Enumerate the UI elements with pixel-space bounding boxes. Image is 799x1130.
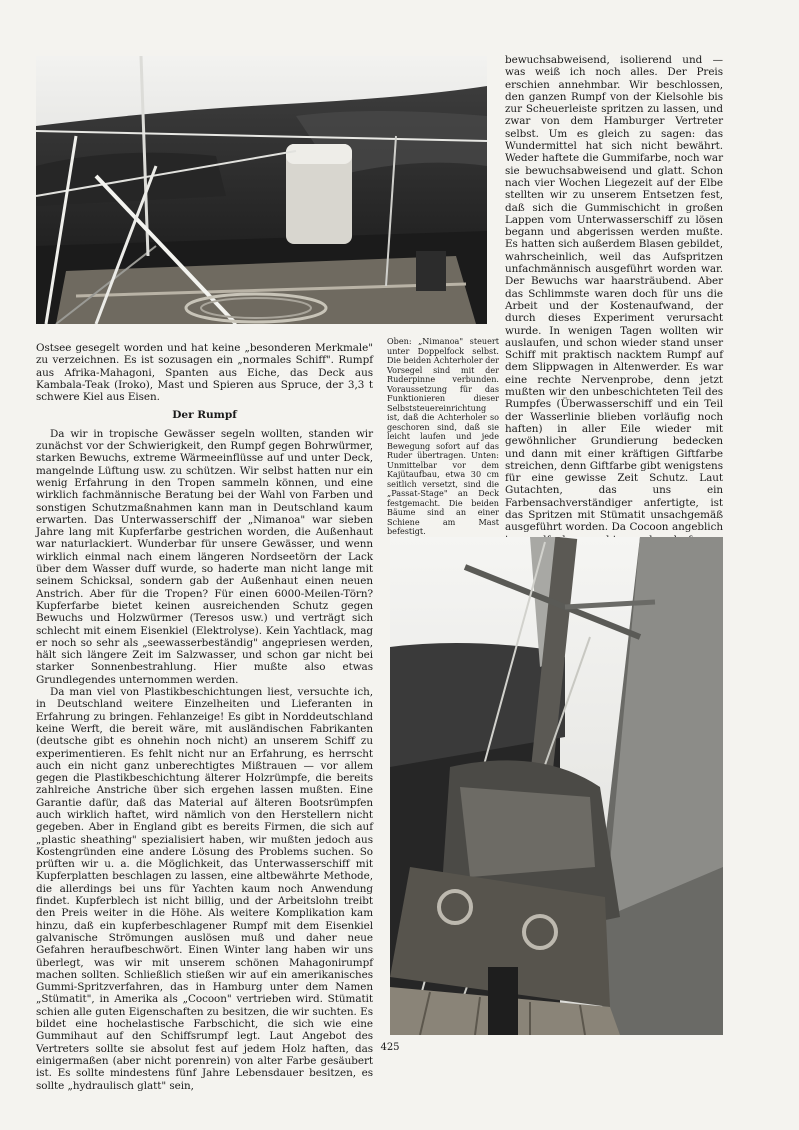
- section-heading: Der Rumpf: [172, 409, 237, 422]
- right-column-text: bewuchsabweisend, isolierend und — was weiß ich noch alles. Der Preis erschien annehmbar. Wir beschlossen, den ganzen Rumpf von der Kielsohle bis zur Scheuerleiste spritzen zu lassen, und zwar von dem Hamburger Vertreter selbst. Um es gleich zu sagen: das Wundermittel hat sich nicht bewährt. Weder haftete die Gummifarbe, noch war sie bewuchsabweisend und glatt. Schon nach vier Wochen Liegezeit auf der Elbe stellten wir zu unserem Entsetzen fest, daß sich die Gummischicht in großen Lappen vom Unterwasserschiff zu lösen begann und abgerissen werden mußte. Es hatten sich außerdem Blasen gebildet, wahrscheinlich, weil das Aufspritzen unfachmännisch ausgeführt worden war. Der Bewuchs war haarsträubend. Aber das Schlimmste waren doch für uns die Arbeit und der Kostenaufwand, der durch dieses Experiment verursacht wurde. In wenigen Tagen wollten wir auslaufen, und schon wieder stand unser Schiff mit praktisch nacktem Rumpf auf dem Slippwagen in Altenwerder. Es war eine rechte Nervenprobe, denn jetzt mußten wir den unbeschichteten Teil des Rumpfes (Überwasserschiff und ein Teil der Wasserlinie blieben vorläufig noch haften) in aller Eile wieder mit gewöhnlicher Grundierung bedecken und dann mit einer kräftigen Giftfarbe streichen, denn Giftfarbe gibt wenigstens für eine gewisse Zeit Schutz. Laut Gutachten, das uns ein Farbensachverständiger anfertigte, ist das Spritzen mit Stümatit unsachgemäß ausgeführt worden. Da Cocoon angeblich: [505, 54, 723, 534]
- left-column: [36, 342, 373, 1092]
- page-number: 425: [380, 1042, 400, 1053]
- caption-text: Oben: „Nimanoa" steuert unter Doppelfock selbst. Die beiden Achterholer der Vorsegel sind mit der Ruderpinne verbunden. Voraussetzung für das Funktionieren dieser Selbststeuereinrichtung ist, daß die Achterholer so geschoren sind, daß sie leicht laufen und jede Bewegung sofort auf das Ruder übertragen. Unten: Unmittelbar vor dem Kajütaufbau, etwa 30 cm seitlich versetzt, sind die „Passat-Stage" an Deck festgemacht. Die beiden Bäume sind an einer Schiene am Mast befestigt.: [387, 336, 500, 536]
- intro-paragraph: Ostsee gesegelt worden und hat keine „besonderen Merkmale" zu verzeichnen. Es ist sozusagen ein „normales Schiff". Rumpf aus Afrika-Mahagoni, Spanten aus Eiche, das Deck aus Kambala-Teak (Iroko), Mast und Spieren aus Spruce, der 3,3 t schwere Kiel aus Eisen.: [36, 342, 373, 404]
- right-column: [505, 54, 723, 570]
- bottom-photo: [390, 537, 723, 1035]
- photo-caption: [387, 337, 499, 537]
- right-column-paragraph: [505, 54, 723, 570]
- body-paragraph-2: Da man viel von Plastikbeschichtungen liest, versuchte ich, in Deutschland weitere Einzelheiten und Lieferanten in Erfahrung zu bringen. Fehlanzeige! Es gibt in Norddeutschland keine Werft, die bereit wäre, mit ausländischen Fabrikanten (deutsche gibt es ohnehin noch nicht) an unserem Schiff zu experimentieren. Es fehlt nicht nur an Erfahrung, es herrscht auch ein nicht ganz unberechtigtes Mißtrauen — vor allem gegen die Plastikbeschichtung älterer Holzrümpfe, die bereits zahlreiche Anstriche über sich ergehen lassen mußten. Eine Garantie dafür, daß das Material auf älteren Bootsrümpfen auch wirklich haftet, wird nämlich von den Herstellern nicht gegeben. Aber in England gibt es bereits Firmen, die sich auf „plastic sheathing" spezialisiert haben, wir mußten jedoch aus Kostengründen eine andere Lösung des Problems suchen. So prüften wir u. a. die Möglichkeit, das Unterwasserschiff mit Kupferplatten beschlagen zu lassen, eine altbewährte Methode, die allerdings bei uns für Yachten kaum noch Anwendung findet. Kupferblech ist nicht billig, und der Arbeitslohn treibt den Preis weiter in die Höhe. Als weitere Komplikation kam hinzu, daß ein kupferbeschlagener Rumpf mit dem Eisenkiel galvanische Strömungen auslösen muß und daher neue Gefahren heraufbeschwört. Einen Winter lang haben wir uns überlegt, was wir mit unserem schönen Mahagonirumpf machen sollten. Schließlich stießen wir auf ein amerikanisches Gummi-Spritzverfahren, das in Hamburg unter dem Namen „Stümatit", in Amerika als „Cocoon" vertrieben wird. Stümatit schien alle guten Eigenschaften zu besitzen, die wir suchten. Es bildet eine hochelastische Farbschicht, die sich wie eine Gummihaut auf den Schiffsrumpf legt. Laut Angebot des Vertreters sollte sie absolut fest auf jedem Holz haften, das einigermaßen (aber nicht porenrein) von alter Farbe gesäubert ist. Es sollte mindestens fünf Jahre Lebensdauer besitzen, es sollte „hydraulisch glatt" sein,: [36, 686, 373, 1092]
- top-photo: [36, 56, 487, 324]
- sailboat-deck-mast-photo: [390, 537, 723, 1035]
- sailboat-stern-photo: [36, 56, 487, 324]
- body-paragraph-1: Da wir in tropische Gewässer segeln wollten, standen wir zunächst vor der Schwierigkeit, den Rumpf gegen Bohrwürmer, starken Bewuchs, extreme Wärmeeinflüsse auf und unter Deck, mangelnde Lüftung usw. zu schützen. Wir selbst hatten nur ein wenig Erfahrung in den Tropen sammeln können, und eine wirklich fachmännische Beratung bei der Wahl von Farben und sonstigen Schutzmaßnahmen kann man in Deutschland kaum erwarten. Das Unterwasserschiff der „Nimanoa" war sieben Jahre lang mit Kupferfarbe gestrichen worden, die Außenhaut war naturlackiert. Wunderbar für unsere Gewässer, und wenn wirklich einmal nach einem längeren Nordseetörn der Lack über dem Wasser duff wurde, so haderte man nicht lange mit seinem Schicksal, sondern gab der Außenhaut einen neuen Anstrich. Aber für die Tropen? Für einen 6000-Meilen-Törn? Kupferfarbe bietet keinen ausreichenden Schutz gegen Bewuchs und Holzwürmer (Teresos usw.) und verträgt sich schlecht mit einem Eisenkiel (Elektrolyse). Kein Yachtlack, mag er noch so sehr als „seewasserbeständig" angepriesen werden, hält sich längere Zeit im Salzwasser, und schon gar nicht bei starker Sonnenbestrahlung. Hier mußte also etwas Grundlegendes unternommen werden.: [36, 427, 373, 686]
